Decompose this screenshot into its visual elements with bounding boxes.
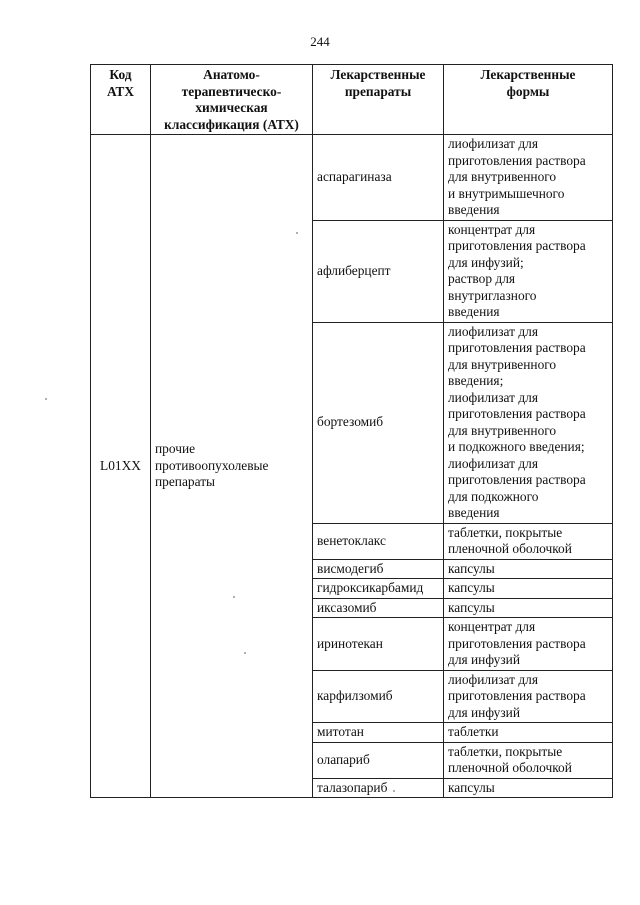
- atx-table: [90, 64, 613, 798]
- dosage-form: капсулы: [444, 778, 613, 798]
- dosage-form: лиофилизат для приготовления раствора для внутривенного введения; лиофилизат для приготовления раствора для внутривенного и подкожного введения; лиофилизат для приготовления раствора для подкожного введения: [444, 322, 613, 523]
- dosage-form: концентрат для приготовления раствора для инфузий: [444, 618, 613, 671]
- scan-speck: [45, 398, 47, 400]
- header-forms: Лекарственные формы: [444, 65, 613, 135]
- scan-speck: [244, 652, 246, 654]
- scan-speck: [233, 596, 235, 598]
- dosage-form: таблетки: [444, 723, 613, 743]
- table-row: [91, 135, 613, 221]
- drug-name: гидроксикарбамид: [313, 579, 444, 599]
- drug-name: аспарагиназа: [313, 135, 444, 221]
- header-code: Код АТХ: [91, 65, 151, 135]
- drug-name: висмодегиб: [313, 559, 444, 579]
- drug-name: митотан: [313, 723, 444, 743]
- dosage-form: капсулы: [444, 579, 613, 599]
- dosage-form: лиофилизат для приготовления раствора для инфузий: [444, 670, 613, 723]
- drug-name: венетоклакс: [313, 523, 444, 559]
- scan-speck: [296, 232, 298, 234]
- page-number: 244: [310, 34, 330, 49]
- drug-name: афлиберцепт: [313, 220, 444, 322]
- atx-code: L01XX: [91, 135, 151, 798]
- dosage-form: капсулы: [444, 559, 613, 579]
- drug-name: иринотекан: [313, 618, 444, 671]
- drug-name: карфилзомиб: [313, 670, 444, 723]
- drug-name: бортезомиб: [313, 322, 444, 523]
- scan-speck: [393, 790, 395, 792]
- dosage-form: таблетки, покрытые пленочной оболочкой: [444, 742, 613, 778]
- dosage-form: лиофилизат для приготовления раствора для внутривенного и внутримышечного введения: [444, 135, 613, 221]
- table-header-row: [91, 65, 613, 135]
- header-classification: Анатомо- терапевтическо- химическая классификация (АТХ): [151, 65, 313, 135]
- header-drugs: Лекарственные препараты: [313, 65, 444, 135]
- atx-classification: прочие противоопухолевые препараты: [151, 135, 313, 798]
- drug-name: иксазомиб: [313, 598, 444, 618]
- drug-name: талазопариб: [313, 778, 444, 798]
- dosage-form: концентрат для приготовления раствора для инфузий; раствор для внутриглазного введения: [444, 220, 613, 322]
- dosage-form: капсулы: [444, 598, 613, 618]
- drug-name: олапариб: [313, 742, 444, 778]
- dosage-form: таблетки, покрытые пленочной оболочкой: [444, 523, 613, 559]
